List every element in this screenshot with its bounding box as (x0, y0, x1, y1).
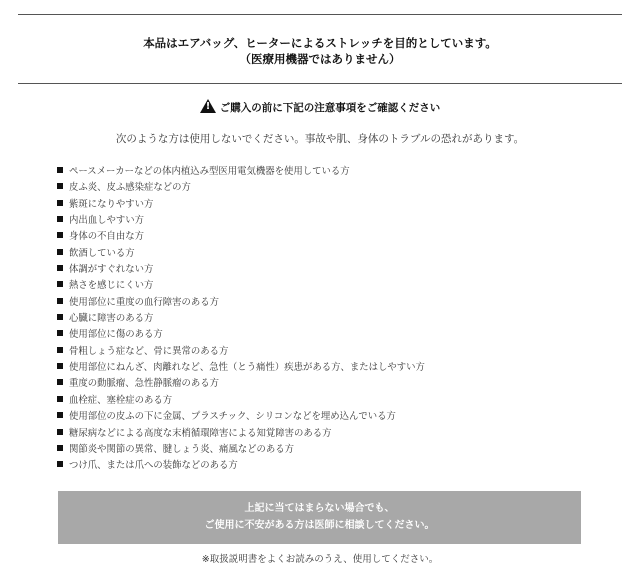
square-bullet-icon (57, 330, 63, 336)
list-item-text: 紫斑になりやすい方 (69, 198, 154, 210)
list-item (57, 164, 425, 180)
square-bullet-icon (57, 232, 63, 238)
square-bullet-icon (57, 445, 63, 451)
list-item (57, 376, 425, 392)
purpose-statement: 本品はエアバッグ、ヒーターによるストレッチを目的としています。 (143, 36, 497, 50)
list-item-text: 使用部位に傷のある方 (69, 329, 163, 341)
list-item (57, 213, 425, 229)
list-item (57, 409, 425, 425)
list-item (57, 295, 425, 311)
list-item (57, 311, 425, 327)
list-item (57, 229, 425, 245)
list-item (57, 246, 425, 262)
consult-doctor-banner (58, 491, 581, 544)
list-item (57, 393, 425, 409)
top-divider (18, 14, 622, 15)
list-item (57, 262, 425, 278)
square-bullet-icon (57, 200, 63, 206)
list-item (57, 344, 425, 360)
list-item-text: 皮ふ炎、皮ふ感染症などの方 (69, 182, 191, 194)
square-bullet-icon (57, 347, 63, 353)
list-item (57, 197, 425, 213)
banner-line-1: 上記に当てはまらない場合でも、 (244, 503, 395, 514)
list-item (57, 278, 425, 294)
warning-triangle-icon (200, 99, 216, 113)
warning-heading (0, 99, 640, 116)
list-item-text: 身体の不自由な方 (69, 231, 145, 243)
square-bullet-icon (57, 363, 63, 369)
list-item-text: 関節炎や関節の異常、腱しょう炎、痛風などのある方 (69, 443, 295, 455)
square-bullet-icon (57, 396, 63, 402)
list-item-text: 内出血しやすい方 (69, 215, 145, 227)
list-item-text: ペースメーカーなどの体内植込み型医用電気機器を使用している方 (69, 166, 350, 177)
square-bullet-icon (57, 249, 63, 255)
list-item (57, 426, 425, 442)
manual-note: ※取扱説明書をよくお読みのうえ、使用してください。 (201, 554, 439, 565)
square-bullet-icon (57, 281, 63, 287)
list-item-text: 重度の動脈瘤、急性静脈瘤のある方 (69, 378, 220, 390)
list-item-text: 使用部位に重度の血行障害のある方 (69, 296, 220, 308)
list-item-text: 使用部位の皮ふの下に金属、プラスチック、シリコンなどを埋め込んでいる方 (69, 411, 396, 423)
square-bullet-icon (57, 461, 63, 467)
square-bullet-icon (57, 412, 63, 418)
contraindication-list (57, 164, 425, 475)
square-bullet-icon (57, 265, 63, 271)
warning-title: ご購入の前に下記の注意事項をご確認ください (219, 102, 441, 114)
list-item-text: 飲酒している方 (69, 247, 135, 259)
list-item-text: 糖尿病などによる高度な末梢循環障害による知覚障害のある方 (69, 427, 332, 439)
list-item-text: 使用部位にねんざ、肉離れなど、急性（とう痛性）疾患がある方、またはしやすい方 (69, 362, 425, 374)
list-item-text: つけ爪、または爪への装飾などのある方 (69, 460, 238, 472)
square-bullet-icon (57, 298, 63, 304)
square-bullet-icon (57, 429, 63, 435)
list-item (57, 442, 425, 458)
square-bullet-icon (57, 216, 63, 222)
list-item-text: 熱さを感じにくい方 (69, 280, 154, 292)
list-item-text: 骨粗しょう症など、骨に異常のある方 (69, 345, 229, 357)
square-bullet-icon (57, 379, 63, 385)
list-item (57, 180, 425, 196)
banner-line-2: ご使用に不安がある方は医師に相談してください。 (204, 520, 435, 531)
square-bullet-icon (57, 183, 63, 189)
list-item (57, 327, 425, 343)
list-item (57, 360, 425, 376)
intro-text: 次のような方は使用しないでください。事故や肌、身体のトラブルの恐れがあります。 (115, 133, 525, 145)
section-divider (18, 83, 622, 84)
list-item-text: 心臓に障害のある方 (69, 313, 154, 325)
list-item (57, 458, 425, 474)
not-medical-device-note: （医療用機器ではありません） (239, 52, 401, 66)
list-item-text: 体調がすぐれない方 (69, 264, 154, 276)
square-bullet-icon (57, 314, 63, 320)
list-item-text: 血栓症、塞栓症のある方 (69, 394, 173, 406)
square-bullet-icon (57, 167, 63, 173)
